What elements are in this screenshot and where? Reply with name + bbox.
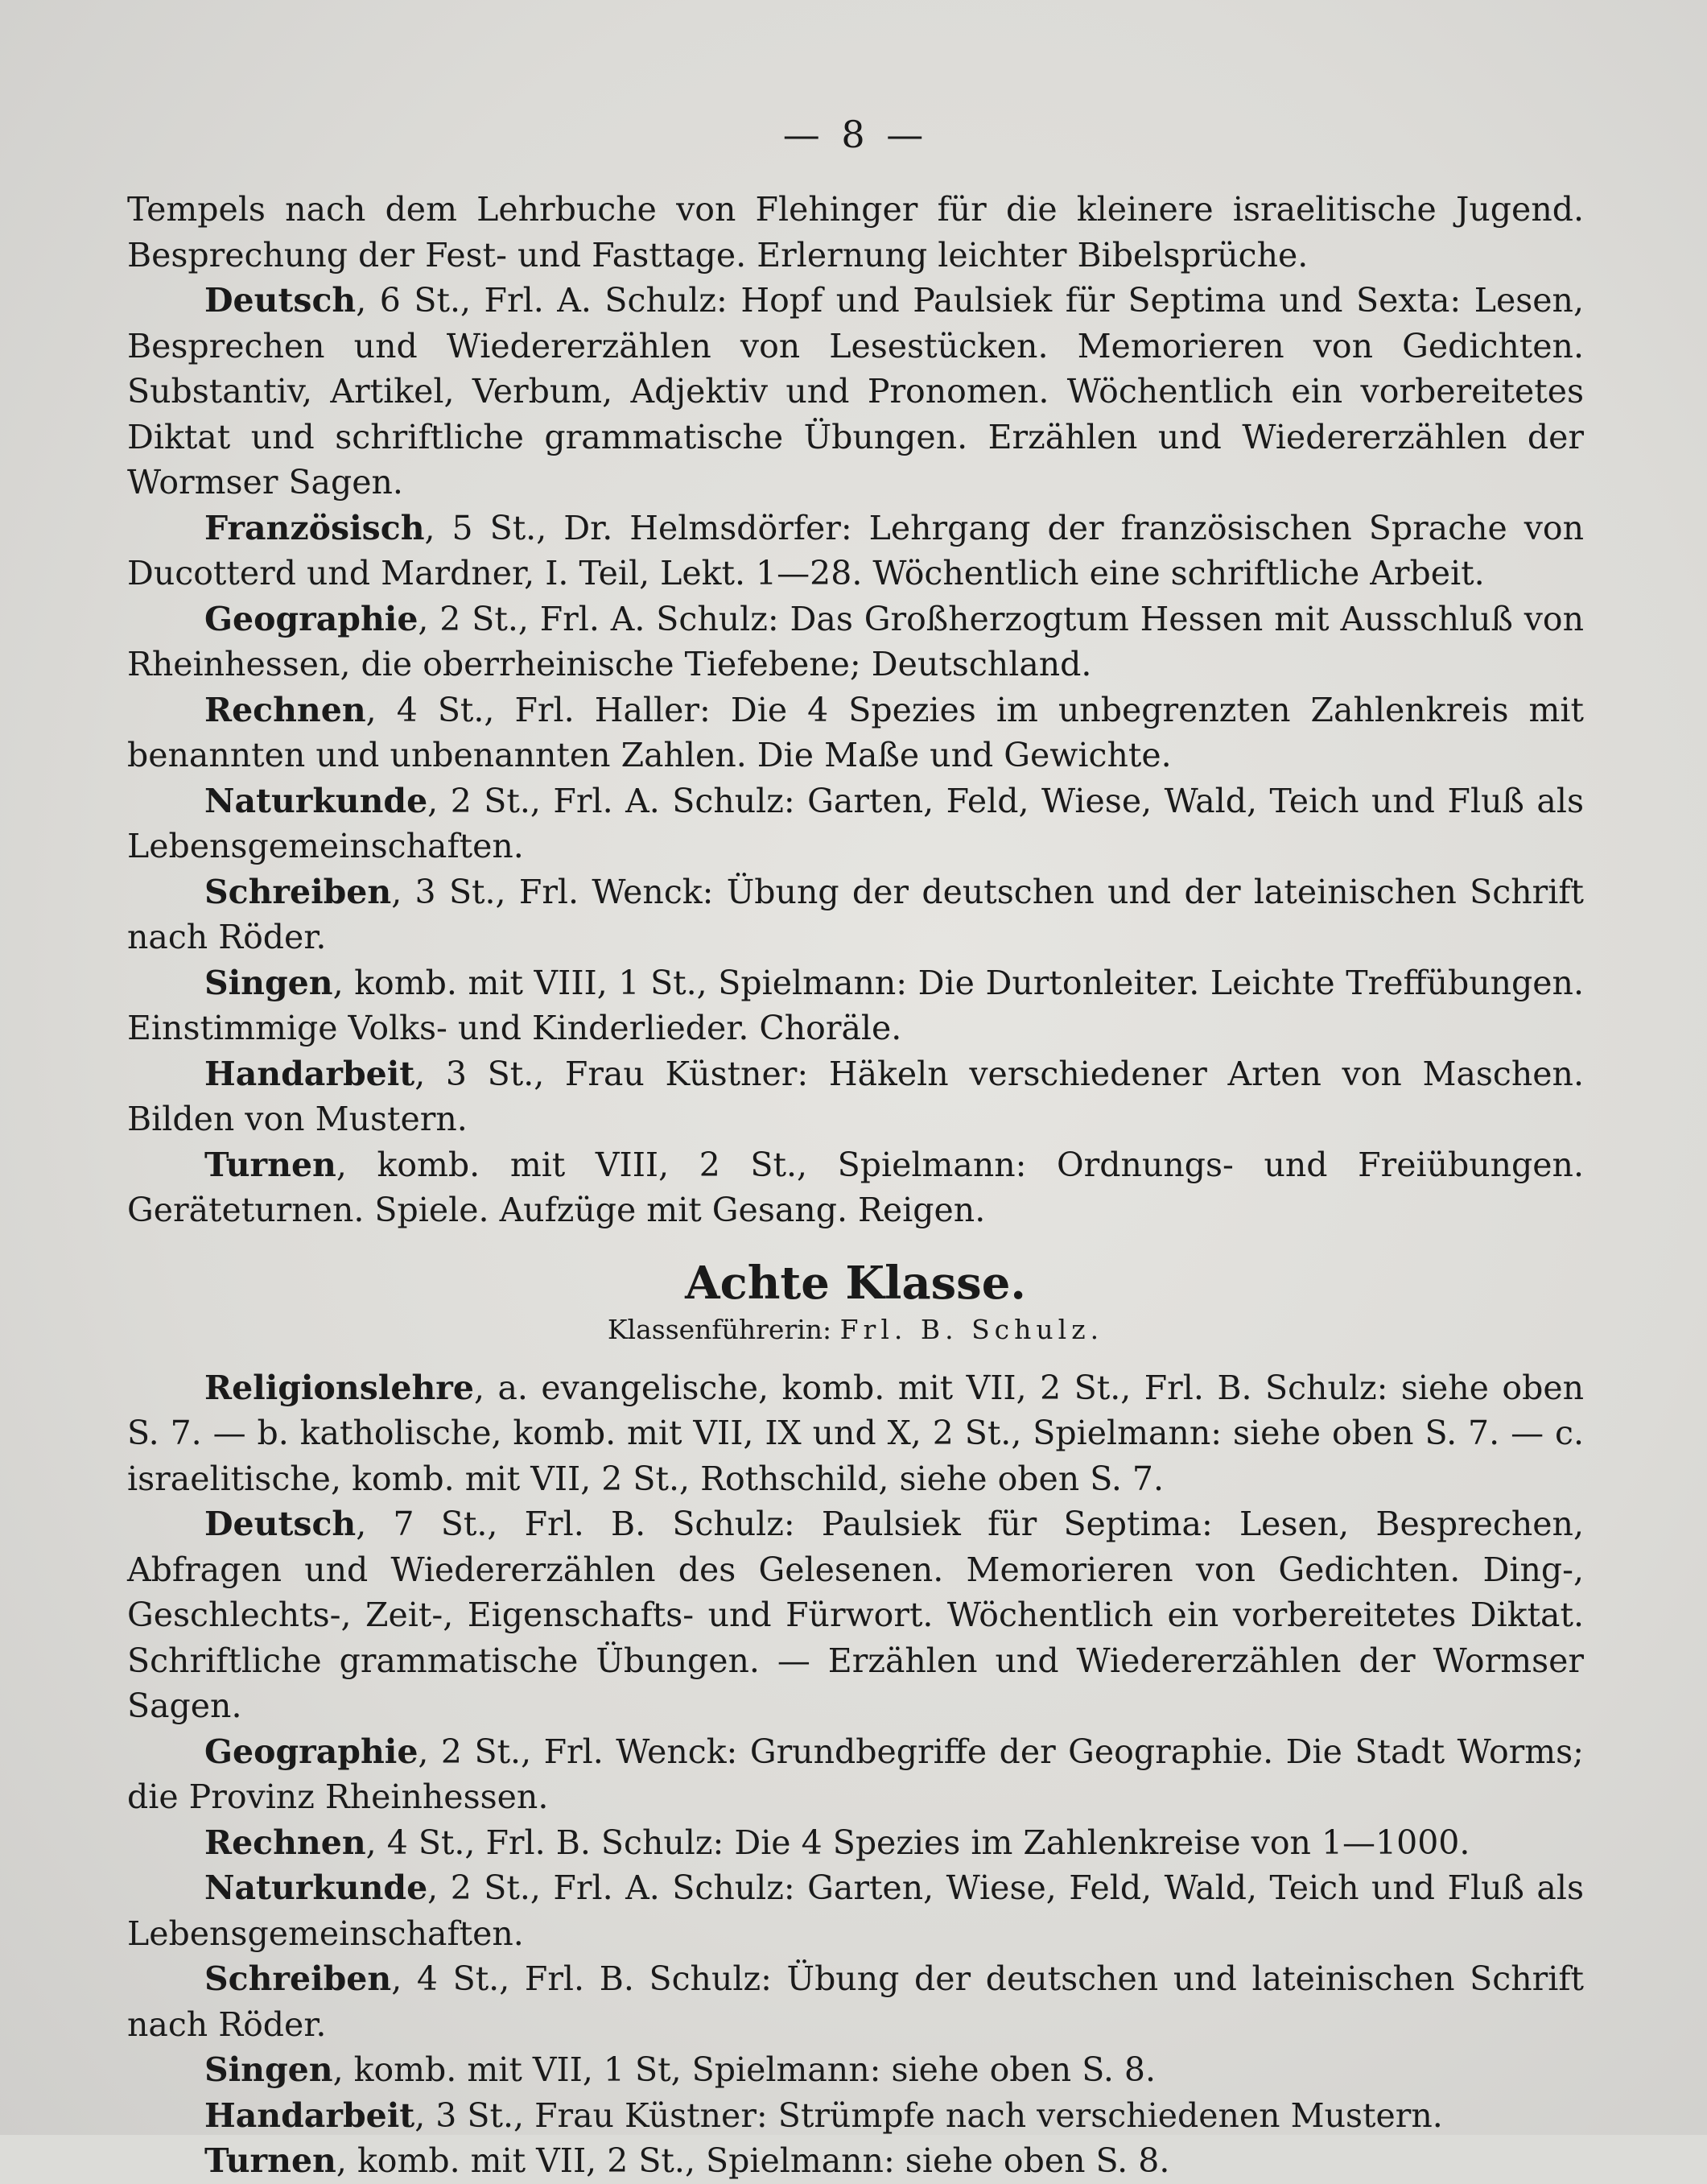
entry-text: , 4 St., Frl. Haller: Die 4 Spezies im unbegrenzten Zahlenkreis mit benannten und unbenannten Zahlen. Die Maße und Gewichte. — [127, 690, 1584, 774]
entry-turnen-8 — [127, 2138, 1584, 2184]
subject-label: Geographie — [204, 1732, 419, 1771]
subject-label: Singen — [204, 2050, 333, 2089]
entry-text: , komb. mit VII, 1 St, Spielmann: siehe oben S. 8. — [332, 2050, 1157, 2089]
subject-label: Deutsch — [204, 281, 357, 320]
entry-deutsch-8 — [127, 1501, 1584, 1729]
entry-text: , 7 St., Frl. B. Schulz: Paulsiek für Septima: Lesen, Besprechen, Abfragen und Wiedererzählen des Gelesenen. Memorieren von Gedichten. Ding-, Geschlechts-, Zeit-, Eigenschafts- und Fürwort. Wöchentlich ein vorbereitetes Diktat. Schriftliche grammatische Übungen. — Erzählen und Wiedererzählen der Wormser Sagen. — [127, 1505, 1584, 1725]
entry-singen-8 — [127, 2047, 1584, 2093]
entry-naturkunde-7 — [127, 778, 1584, 869]
subject-label: Rechnen — [204, 690, 366, 729]
entry-text: , 2 St., Frl. A. Schulz: Garten, Wiese, Feld, Wald, Teich und Fluß als Lebensgemeinschaften. — [127, 1868, 1584, 1953]
seventh-class-section — [127, 278, 1584, 1233]
entry-rechnen-7 — [127, 687, 1584, 778]
subject-label: Geographie — [204, 599, 419, 638]
subject-label: Handarbeit — [204, 1054, 415, 1093]
entry-naturkunde-8 — [127, 1865, 1584, 1956]
entry-turnen-7 — [127, 1142, 1584, 1233]
entry-text: , 3 St., Frau Küstner: Häkeln verschiedener Arten von Maschen. Bilden von Mustern. — [127, 1054, 1584, 1138]
entry-schreiben-8 — [127, 1956, 1584, 2047]
entry-deutsch-7 — [127, 278, 1584, 506]
section-heading: Achte Klasse. — [685, 1256, 1026, 1310]
subject-label: Turnen — [204, 1145, 336, 1184]
entry-text: , 2 St., Frl. Wenck: Grundbegriffe der Geographie. Die Stadt Worms; die Provinz Rheinhessen. — [127, 1732, 1584, 1816]
entry-franzoesisch-7 — [127, 506, 1584, 597]
entry-text: , 3 St., Frau Küstner: Strümpfe nach verschiedenen Mustern. — [414, 2095, 1443, 2135]
entry-handarbeit-7 — [127, 1051, 1584, 1142]
subject-label: Französisch — [204, 508, 425, 547]
entry-text: , 2 St., Frl. A. Schulz: Garten, Feld, Wiese, Wald, Teich und Fluß als Lebensgemeinschaften. — [127, 781, 1584, 865]
entry-text: , 3 St., Frl. Wenck: Übung der deutschen und der lateinischen Schrift nach Röder. — [127, 872, 1584, 956]
entry-text: , 5 St., Dr. Helmsdörfer: Lehrgang der französischen Sprache von Ducotterd und Mardner, I. Teil, Lekt. 1—28. Wöchentlich eine schriftliche Arbeit. — [127, 508, 1584, 592]
entry-handarbeit-8 — [127, 2093, 1584, 2139]
entry-text: , komb. mit VIII, 2 St., Spielmann: Ordnungs- und Freiübungen. Geräteturnen. Spiele. Aufzüge mit Gesang. Reigen. — [127, 1145, 1584, 1229]
entry-text: , a. evangelische, komb. mit VII, 2 St., Frl. B. Schulz: siehe oben S. 7. — b. katholische, komb. mit VII, IX und X, 2 St., Spielmann: siehe oben S. 7. — c. israelitische, komb. mit VII, 2 St., Rothschild, siehe oben S. 7. — [127, 1368, 1584, 1498]
subject-label: Handarbeit — [204, 2095, 415, 2135]
class-teacher-label: Klassenführerin: — [607, 1313, 840, 1345]
entry-text: , 4 St., Frl. B. Schulz: Die 4 Spezies im Zahlenkreise von 1—1000. — [365, 1823, 1470, 1862]
subject-label: Religionslehre — [204, 1368, 474, 1407]
subject-label: Deutsch — [204, 1505, 357, 1543]
subject-label: Turnen — [204, 2141, 336, 2180]
entry-geographie-8 — [127, 1729, 1584, 1820]
class-teacher-line — [127, 1312, 1584, 1348]
entry-text: , komb. mit VII, 2 St., Spielmann: siehe oben S. 8. — [336, 2141, 1170, 2180]
class-teacher-name: Frl. B. Schulz. — [839, 1313, 1104, 1345]
subject-label: Singen — [204, 963, 333, 1002]
intro-paragraph: Tempels nach dem Lehrbuche von Flehinger für die kleinere israelitische Jugend. Besprechung der Fest- und Fasttage. Erlernung leichter Bibelsprüche. — [127, 190, 1584, 275]
subject-label: Naturkunde — [204, 781, 428, 820]
subject-label: Schreiben — [204, 1959, 392, 1998]
entry-schreiben-7 — [127, 869, 1584, 960]
page-content — [127, 113, 1584, 2184]
entry-rechnen-8 — [127, 1820, 1584, 1866]
entry-text: , 2 St., Frl. A. Schulz: Das Großherzogtum Hessen mit Ausschluß von Rheinhessen, die oberrheinische Tiefebene; Deutschland. — [127, 599, 1584, 683]
entry-text: , 4 St., Frl. B. Schulz: Übung der deutschen und lateinischen Schrift nach Röder. — [127, 1959, 1584, 2044]
entry-religionslehre-8 — [127, 1365, 1584, 1502]
entry-singen-7 — [127, 960, 1584, 1051]
entry-geographie-7 — [127, 597, 1584, 687]
entry-text: , komb. mit VIII, 1 St., Spielmann: Die Durtonleiter. Leichte Treffübungen. Einstimmige Volks- und Kinderlieder. Choräle. — [127, 963, 1584, 1047]
entry-text: , 6 St., Frl. A. Schulz: Hopf und Paulsiek für Septima und Sexta: Lesen, Besprechen und Wiedererzählen von Lesestücken. Memorieren von Gedichten. Substantiv, Artikel, Verbum, Adjektiv und Pronomen. Wöchentlich ein vorbereitetes Diktat und schriftliche grammatische Übungen. Erzählen und Wiedererzählen der Wormser Sagen. — [127, 281, 1584, 502]
eighth-class-section — [127, 1365, 1584, 2184]
subject-label: Rechnen — [204, 1823, 366, 1862]
page-number: — 8 — — [782, 113, 929, 156]
subject-label: Naturkunde — [204, 1868, 428, 1907]
subject-label: Schreiben — [204, 872, 392, 911]
